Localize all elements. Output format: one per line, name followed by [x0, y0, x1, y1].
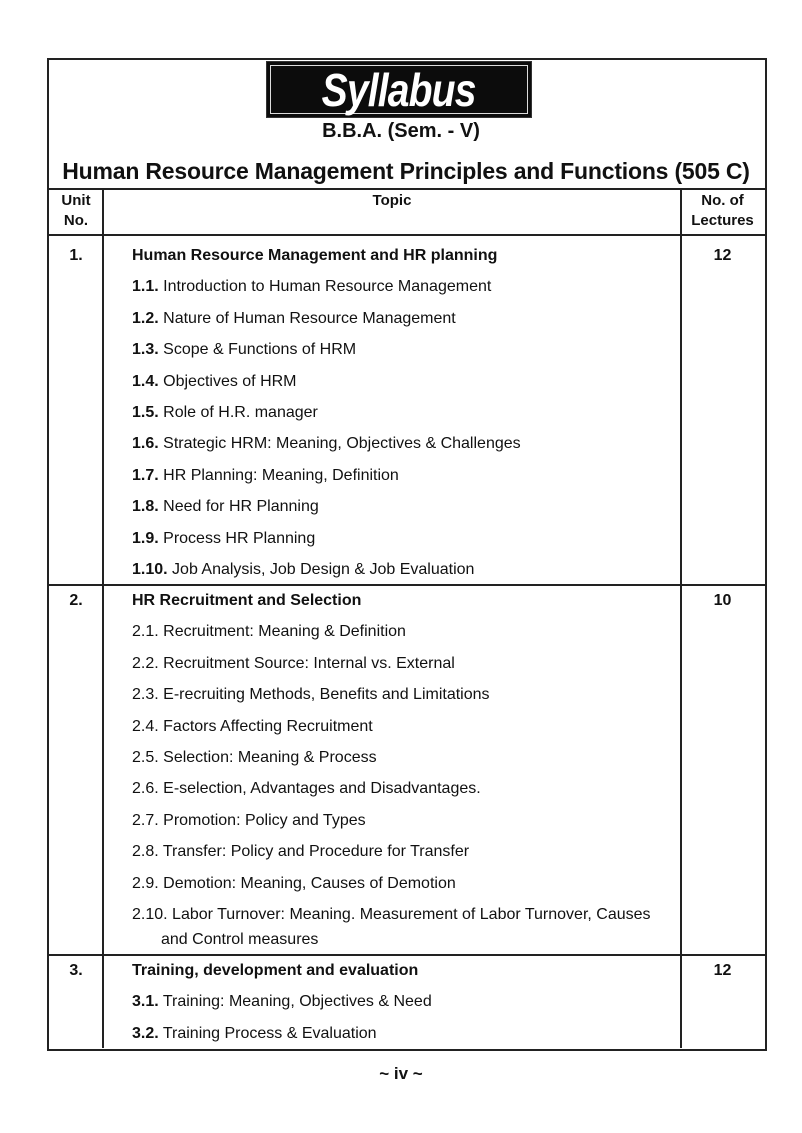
topic-text — [132, 428, 521, 459]
topic-number: 2.8. — [132, 843, 159, 861]
topic-label: Selection: Meaning & Process — [163, 749, 377, 766]
header-lectures — [682, 191, 763, 231]
topic-text — [132, 303, 456, 334]
topic-number: 3.1. — [132, 993, 159, 1011]
topic-text — [132, 366, 297, 397]
topic-number: 2.4. — [132, 717, 159, 735]
topic-text — [132, 397, 318, 428]
topic-label: Nature of Human Resource Management — [163, 309, 456, 327]
topic-number: 2.5. — [132, 749, 159, 766]
topic-number: 2.9. — [132, 874, 159, 892]
topic-text — [132, 491, 319, 522]
lecture-count: 12 — [713, 962, 732, 979]
topic-text — [132, 648, 455, 679]
page-number: ~ iv ~ — [379, 1064, 423, 1083]
topic-label: Demotion: Meaning, Causes of Demotion — [163, 874, 456, 892]
topic-number: 1.3. — [132, 341, 159, 359]
unit-title: HR Recruitment and Selection — [132, 592, 362, 609]
lecture-count: 10 — [713, 592, 732, 609]
topic-label: E-selection, Advantages and Disadvantages. — [163, 780, 481, 798]
topic-text — [132, 1018, 377, 1049]
unit-number: 1. — [69, 247, 83, 264]
topic-text — [132, 334, 356, 365]
header-text: No. of — [701, 192, 744, 209]
lecture-count: 12 — [713, 247, 732, 264]
topic-number: 1.6. — [132, 435, 159, 453]
topic-number: 2.2. — [132, 654, 159, 672]
header-text: No. — [63, 212, 89, 229]
topic-text — [132, 271, 491, 302]
topic-text — [132, 460, 399, 491]
topic-label: Process HR Planning — [163, 529, 316, 547]
topic-text — [132, 711, 373, 742]
topic-label: Introduction to Human Resource Management — [163, 278, 492, 296]
unit-number: 2. — [69, 592, 83, 609]
topic-number: 1.2. — [132, 309, 159, 327]
topic-label: Role of H.R. manager — [163, 404, 318, 421]
syllabus-logo — [266, 61, 532, 118]
topic-label: Transfer: Policy and Procedure for Transfer — [162, 843, 470, 861]
topic-number: 2.1. — [132, 623, 159, 641]
topic-label: HR Planning: Meaning, Definition — [163, 466, 399, 484]
logo-text: Syllabus — [321, 63, 477, 116]
topic-text — [132, 868, 456, 899]
topic-text — [132, 902, 651, 952]
topic-text — [132, 523, 315, 554]
topic-label: Recruitment: Meaning & Definition — [163, 623, 406, 641]
topic-label: Recruitment Source: Internal vs. External — [163, 654, 455, 672]
header-bottom-rule — [47, 234, 765, 236]
topic-row — [49, 899, 763, 948]
topic-number: 2.10. — [132, 906, 168, 923]
topic-number: 1.4. — [132, 372, 159, 390]
unit-title: Training, development and evaluation — [132, 962, 419, 979]
topic-number: 2.7. — [132, 811, 159, 829]
topic-text — [132, 836, 469, 867]
program-title: B.B.A. (Sem. - V) — [322, 120, 480, 142]
column-divider — [102, 188, 104, 1048]
topic-text — [132, 805, 366, 836]
topic-text — [132, 742, 377, 773]
topic-label: Scope & Functions of HRM — [163, 341, 357, 359]
topic-label: Strategic HRM: Meaning, Objectives & Challenges — [163, 435, 521, 453]
topic-label: Need for HR Planning — [163, 498, 319, 516]
header-unit-no — [49, 191, 103, 231]
course-title: Human Resource Management Principles and Functions (505 C) — [62, 158, 750, 184]
header-text: Lectures — [691, 212, 754, 229]
topic-label: Factors Affecting Recruitment — [163, 717, 373, 735]
topic-number: 1.10. — [132, 561, 168, 578]
topic-number: 1.7. — [132, 466, 159, 484]
topic-text — [132, 773, 481, 804]
topic-number: 3.2. — [132, 1024, 159, 1042]
table-top-rule — [47, 188, 765, 190]
topic-label: Objectives of HRM — [163, 372, 297, 390]
topic-text — [132, 986, 432, 1017]
unit-number: 3. — [69, 962, 83, 979]
topic-number: 1.9. — [132, 529, 159, 547]
topic-label: Training Process & Evaluation — [162, 1024, 377, 1042]
topic-number: 1.1. — [132, 278, 159, 296]
header-topic: Topic — [372, 192, 412, 209]
topic-text — [132, 616, 406, 647]
topic-label: E-recruiting Methods, Benefits and Limitations — [163, 686, 490, 704]
header-text: Unit — [61, 192, 91, 209]
topic-label: Training: Meaning, Objectives & Need — [162, 993, 432, 1011]
topic-number: 1.5. — [132, 404, 159, 421]
unit-title: Human Resource Management and HR planning — [132, 247, 498, 264]
topic-number: 1.8. — [132, 498, 159, 516]
topic-continuation: and Control measures — [161, 931, 319, 948]
topic-text — [132, 679, 490, 710]
topic-number: 2.3. — [132, 686, 159, 704]
topic-text — [132, 554, 474, 585]
column-divider — [680, 188, 682, 1048]
topic-label: Promotion: Policy and Types — [163, 811, 366, 829]
topic-label: Labor Turnover: Meaning. Measurement of Labor Turnover, Causes — [172, 906, 651, 923]
topic-label: Job Analysis, Job Design & Job Evaluation — [172, 561, 475, 578]
topic-number: 2.6. — [132, 780, 159, 798]
